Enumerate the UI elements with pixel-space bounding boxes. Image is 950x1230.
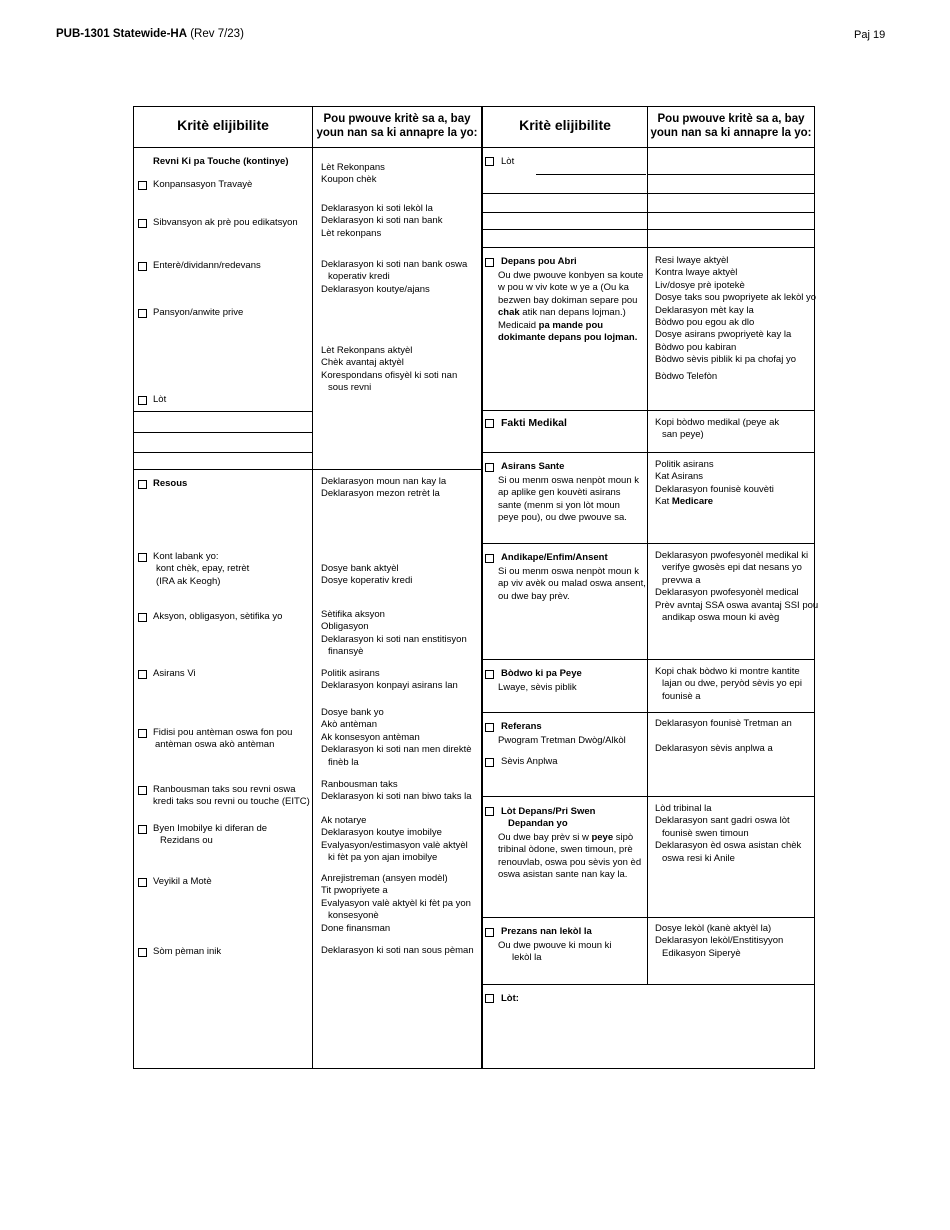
checkbox-education-grants[interactable]: [138, 219, 147, 228]
unearned-income-title: Revni Ki pa Touche (kontinye): [153, 156, 289, 167]
life-insurance-proof: Politik asirans Deklarasyon konpayi asirans lan: [321, 668, 458, 692]
tax-refund-proof: Ranbousman taks Deklarasyon ki soti nan biwo taks la: [321, 779, 472, 803]
life-insurance-label: Asirans Vi: [153, 668, 196, 679]
shelter-desc: Ou dwe pwouve konbyen sa koute w pou w viv kote w ye a (Ou ka bezwen bay dokiman separe pou chak atik nan depans lojman.) Medicaid pa mande pou dokimante depans pou lojman.: [498, 270, 644, 344]
dependent-care-proof: Lòd tribinal la Deklarasyon sant gadri oswa lòt founisè swen timoun Deklarasyon èd oswa asistan chèk oswa resi ki Anile: [655, 803, 802, 864]
education-grants-proof: Deklarasyon ki soti lekòl la Deklarasyon ki soti nan bank Lèt rekonpans: [321, 203, 443, 239]
checkbox-medical-bills[interactable]: [485, 419, 494, 428]
medical-bills-title: Fakti Medikal: [501, 417, 567, 429]
school-attendance-title: Prezans nan lekòl la: [501, 926, 592, 937]
checkbox-other-income[interactable]: [138, 396, 147, 405]
workers-comp-label: Konpansasyon Travayè: [153, 179, 253, 190]
checkbox-stocks[interactable]: [138, 613, 147, 622]
referral-proof-treatment: Deklarasyon founisè Tretman an: [655, 718, 792, 729]
checkbox-shelter[interactable]: [485, 258, 494, 267]
page-number: Paj 19: [854, 29, 886, 41]
checkbox-workers-comp[interactable]: [138, 181, 147, 190]
school-attendance-proof: Dosye lekòl (kanè aktyèl la) Deklarasyon lekòl/Enstitisyyon Edikasyon Siperyè: [655, 923, 784, 959]
unpaid-bills-title: Bòdwo ki pa Peye: [501, 668, 582, 679]
workers-comp-proof: Lèt Rekonpans Koupon chèk: [321, 162, 385, 186]
school-attendance-desc: Ou dwe pwouve ki moun ki lekòl la: [498, 940, 612, 964]
referral-title: Referans: [501, 721, 542, 732]
other-expenses-label: Lòt:: [501, 993, 519, 1004]
right-other-label: Lòt: [501, 156, 515, 167]
education-grants-label: Sibvansyon ak prè pou edikatsyon: [153, 217, 298, 228]
checkbox-vehicle[interactable]: [138, 878, 147, 887]
pension-label: Pansyon/anwite prive: [153, 307, 244, 318]
disability-proof: Deklarasyon pwofesyonèl medikal ki verifye gwosès epi dat nesans yo prevwa a Deklarasyon pwofesyonèl medical Prèv avntaj SSA oswa avantaj SSI pou andikap oswa moun ki avèg: [655, 550, 819, 624]
disability-desc: Si ou menm oswa nenpòt moun k ap viv avèk ou malad oswa ansent, ou dwe bay prèv.: [498, 566, 646, 602]
col-header-proof-left: Pou pwouve kritè sa a, bay youn nan sa ki annapre la yo:: [316, 113, 478, 139]
interest-proof: Deklarasyon ki soti nan bank oswa koperativ kredi Deklarasyon koutye/ajans: [321, 259, 468, 295]
checkbox-referral[interactable]: [485, 723, 494, 732]
stocks-label: Aksyon, obligasyon, sètifika yo: [153, 611, 283, 622]
form-id: PUB-1301 Statewide-HA (Rev 7/23): [56, 28, 244, 40]
checkbox-dependent-care[interactable]: [485, 807, 494, 816]
checkbox-employment-services[interactable]: [485, 758, 494, 767]
medical-bills-proof: Kopi bòdwo medikal (peye ak san peye): [655, 417, 780, 441]
checkbox-school-attendance[interactable]: [485, 928, 494, 937]
shelter-title: Depans pou Abri: [501, 256, 577, 267]
col-header-criteria-left: Kritè elijibilite: [177, 117, 269, 133]
interest-label: Enterè/dividann/redevans: [153, 260, 261, 271]
vehicle-proof: Anrejistreman (ansyen modèl) Tit pwopriyete a Evalyasyon valè aktyèl ki fèt pa yon konsesyonè Done finansman: [321, 873, 471, 934]
checkbox-real-estate[interactable]: [138, 825, 147, 834]
referral-desc: Pwogram Tretman Dwòg/Alkòl: [498, 735, 626, 746]
stocks-proof: Sètifika aksyon Obligasyon Deklarasyon ki soti nan enstitisyon finansyè: [321, 609, 467, 658]
lump-sum-proof: Deklarasyon ki soti nan sous pèman: [321, 945, 474, 956]
employment-services-label: Sèvis Anplwa: [501, 756, 558, 767]
checkbox-interest[interactable]: [138, 262, 147, 271]
bank-accounts-label: Kont labank yo: kont chèk, epay, retrèt (IRA ak Keogh): [153, 551, 250, 587]
col-header-criteria-right: Kritè elijibilite: [519, 117, 611, 133]
checkbox-lump-sum[interactable]: [138, 948, 147, 957]
health-insurance-proof: Politik asirans Kat Asirans Deklarasyon founisè kouvèti Kat Medicare: [655, 459, 774, 508]
col-header-proof-right: Pou pwouve kritè sa a, bay youn nan sa ki annapre la yo:: [650, 113, 812, 139]
checkbox-pension[interactable]: [138, 309, 147, 318]
funeral-proof: Dosye bank yo Akò antèman Ak konsesyon antèman Deklarasyon ki soti nan men direktè finèb la: [321, 707, 472, 768]
dependent-care-desc: Ou dwe bay prèv si w peye sipò tribinal òdone, swen timoun, prè renouvlab, oswa pou sèvis yon èd oswa asistan sante nan kay la.: [498, 832, 642, 881]
shelter-proof: Resi lwaye aktyèl Kontra lwaye aktyèl Liv/dosye prè ipotekè Dosye taks sou pwopriyete ak lekòl yo Deklarasyon mèt kay la Bòdwo pou egou ak dlo Dosye asirans pwopriyetè kay la Bòdwo pou kabiran Bòdwo sèvis piblik ki pa chofaj yo Bòdwo Telefòn: [655, 255, 817, 382]
checkbox-right-other[interactable]: [485, 157, 494, 166]
checkbox-health-insurance[interactable]: [485, 463, 494, 472]
resources-title: Resous: [153, 478, 188, 489]
tax-refund-label: Ranbousman taks sou revni oswa kredi taks sou revni ou touche (EITC): [153, 784, 310, 808]
unpaid-bills-desc: Lwaye, sèvis piblik: [498, 682, 577, 693]
checkbox-life-insurance[interactable]: [138, 670, 147, 679]
unpaid-bills-proof: Kopi chak bòdwo ki montre kantite lajan ou dwe, peryòd sèvis yo epi founisè a: [655, 666, 802, 702]
referral-proof-employment: Deklarasyon sèvis anplwa a: [655, 743, 773, 754]
health-insurance-title: Asirans Sante: [501, 461, 565, 472]
form-revision: (Rev 7/23): [190, 28, 244, 40]
disability-title: Andikape/Enfim/Ansent: [501, 552, 608, 563]
dependent-care-title: Lòt Depans/Pri Swen Depandan yo: [501, 806, 596, 830]
lump-sum-label: Sòm pèman inik: [153, 946, 222, 957]
checkbox-resources[interactable]: [138, 480, 147, 489]
checkbox-funeral[interactable]: [138, 729, 147, 738]
checkbox-disability[interactable]: [485, 554, 494, 563]
pension-proof: Lèt Rekonpans aktyèl Chèk avantaj aktyèl Korespondans ofisyèl ki soti nan sous revni: [321, 345, 458, 394]
health-insurance-desc: Si ou menm oswa nenpòt moun k ap aplike gen kouvèti asirans sante (menm si yon lòt moun peye pou), ou dwe pwouve sa.: [498, 475, 639, 524]
funeral-label: Fidisi pou antèman oswa fon pou antèman oswa akò antèman: [153, 727, 293, 751]
resources-proof: Deklarasyon moun nan kay la Deklarasyon mezon retrèt la: [321, 476, 447, 500]
vehicle-label: Veyikil a Motè: [153, 876, 212, 887]
real-estate-label: Byen Imobilye ki diferan de Rezidans ou: [153, 823, 268, 847]
checkbox-bank-accounts[interactable]: [138, 553, 147, 562]
checkbox-unpaid-bills[interactable]: [485, 670, 494, 679]
checkbox-other-expenses[interactable]: [485, 994, 494, 1003]
real-estate-proof: Ak notarye Deklarasyon koutye imobilye Evalyasyon/estimasyon valè aktyèl ki fèt pa yon ajan imobilye: [321, 815, 468, 864]
other-income-label: Lòt: [153, 394, 167, 405]
bank-accounts-proof: Dosye bank aktyèl Dosye koperativ kredi: [321, 563, 413, 587]
checkbox-tax-refund[interactable]: [138, 786, 147, 795]
